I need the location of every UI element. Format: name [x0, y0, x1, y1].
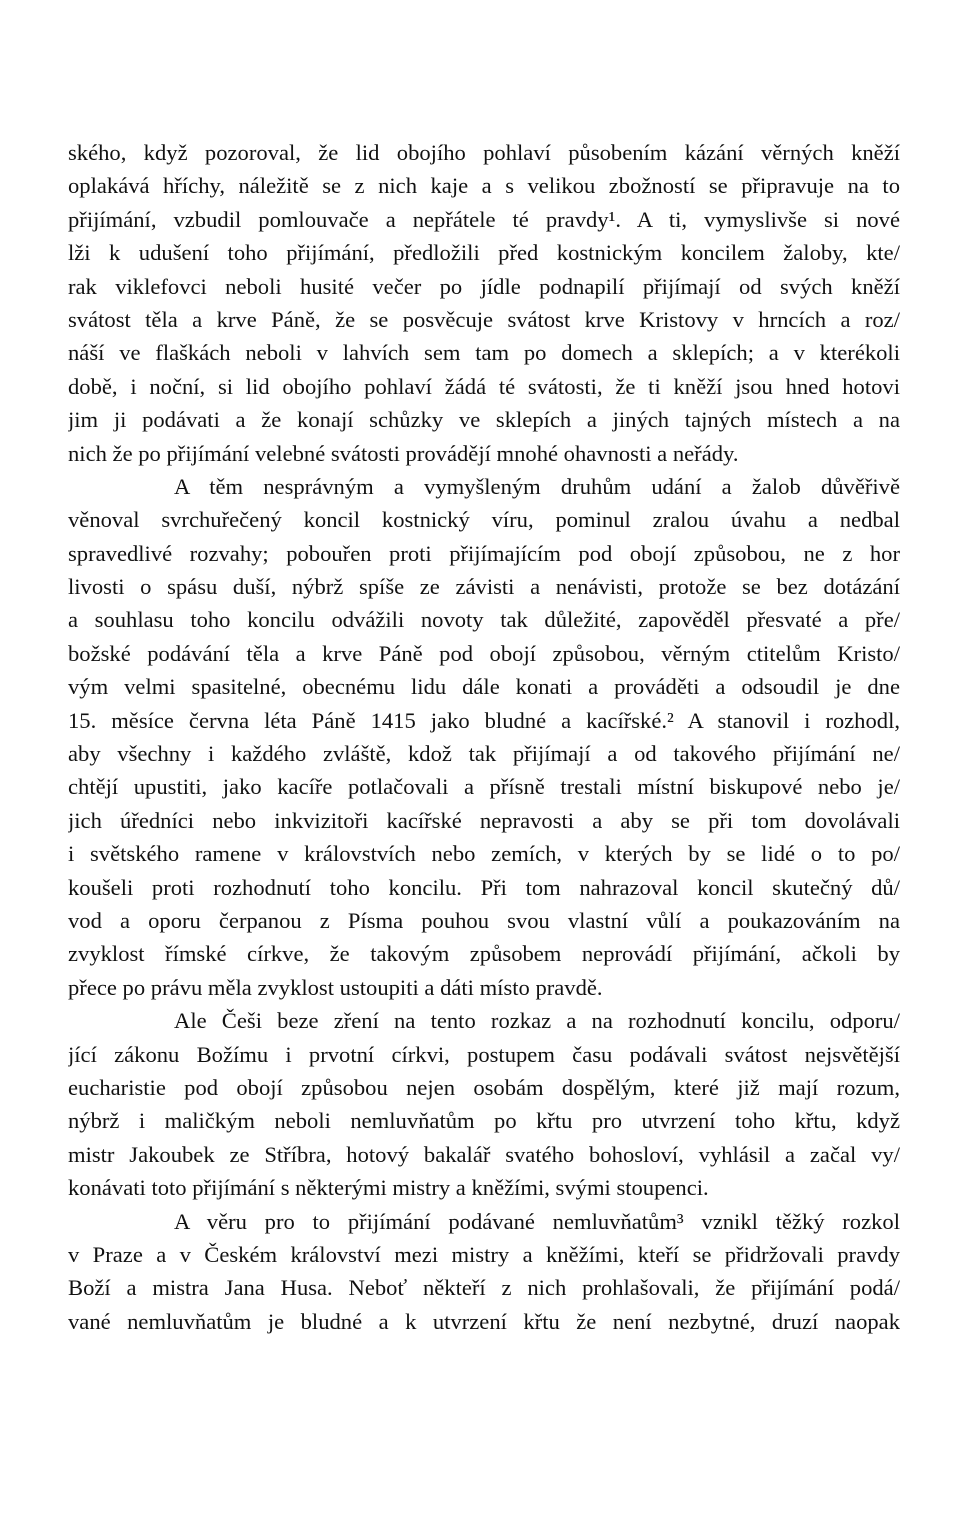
- text-line: vod a oporu čerpanou z Písma pouhou svou vlastní vůlí a poukazováním na: [68, 907, 900, 933]
- text-line: i světského ramene v královstvích nebo zemích, v kterých by se lidé o to po/: [68, 841, 900, 867]
- text-line: A těm nesprávným a vymyšleným druhům udání a žalob důvěřivě: [174, 473, 900, 499]
- text-line: mistr Jakoubek ze Stříbra, hotový bakalář svatého bohosloví, vyhlásil a začal vy/: [68, 1141, 900, 1167]
- text-line: spravedlivé rozvahy; pobouřen proti přijímajícím pod obojí způsobou, ne z hor: [68, 540, 900, 566]
- text-line: jich úředníci nebo inkvizitoři kacířské nepravosti a aby se při tom dovolávali: [68, 807, 900, 833]
- text-line: aby všechny i každého zvláště, kdož tak přijímají a od takového přijímání ne/: [68, 741, 900, 767]
- text-line: nýbrž i maličkým neboli nemluvňatům po křtu pro utvrzení toho křtu, když: [68, 1108, 900, 1134]
- text-line: lži k udušení toho přijímání, předložili před kostnickým koncilem žaloby, kte/: [68, 240, 900, 266]
- document-page: [68, 136, 900, 1338]
- text-line: konávati toto přijímání s některými mistry a kněžími, svými stoupenci.: [68, 1175, 709, 1201]
- text-line: Ale Češi beze zření na tento rozkaz a na rozhodnutí koncilu, odporu/: [174, 1008, 900, 1034]
- text-line: koušeli proti rozhodnutí toho koncilu. Při tom nahrazoval koncil skutečný dů/: [68, 874, 900, 900]
- paragraph: [68, 136, 900, 470]
- paragraph: [68, 1205, 900, 1339]
- text-line: a souhlasu toho koncilu odvážili novoty tak důležité, zapověděl přesvaté a pře/: [68, 607, 900, 633]
- text-line: svátost těla a krve Páně, že se posvěcuje svátost krve Kristovy v hrncích a roz/: [68, 306, 900, 332]
- text-line: Boží a mistra Jana Husa. Neboť někteří z nich prohlašovali, že přijímání podá/: [68, 1275, 900, 1301]
- text-line: eucharistie pod obojí způsobou nejen osobám dospělým, které již mají rozum,: [68, 1074, 900, 1100]
- text-line: chtějí upustiti, jako kacíře potlačovali a přísně trestali místní biskupové nebo je/: [68, 774, 900, 800]
- text-line: věnoval svrchuřečený koncil kostnický víru, pominul zralou úvahu a nedbal: [68, 507, 900, 533]
- text-line: nich že po přijímání velebné svátosti provádějí mnohé ohavnosti a neřády.: [68, 440, 739, 466]
- text-line: době, i noční, si lid obojího pohlaví žádá té svátosti, že ti kněží jsou hned hotovi: [68, 373, 900, 399]
- text-line: livosti o spásu duší, nýbrž spíše ze závisti a nenávisti, protože se bez dotázání: [68, 574, 900, 600]
- text-line: v Praze a v Českém království mezi mistry a kněžími, kteří se přidržovali pravdy: [68, 1241, 900, 1267]
- text-line: ského, když pozoroval, že lid obojího pohlaví působením kázání věrných kněží: [68, 140, 900, 165]
- text-line: přece po právu měla zvyklost ustoupiti a dáti místo pravdě.: [68, 974, 603, 1000]
- text-line: 15. měsíce června léta Páně 1415 jako bludné a kacířské.² A stanovil i rozhodl,: [68, 707, 900, 733]
- paragraph: [68, 1004, 900, 1204]
- text-line: jící zákonu Božímu i prvotní církvi, postupem času podávali svátost nejsvětější: [68, 1041, 900, 1067]
- text-line: vým velmi spasitelné, obecnému lidu dále konati a prováděti a odsoudil je dne: [68, 674, 900, 700]
- text-line: rak viklefovci neboli husité večer po jídle podnapilí přijímají od svých kněží: [68, 273, 900, 299]
- text-line: A věru pro to přijímání podávané nemluvňatům³ vznikl těžký rozkol: [174, 1208, 900, 1234]
- text-line: jim ji podávati a že konají schůzky ve sklepích a jiných tajných místech a na: [68, 407, 900, 433]
- text-line: božské podávání těla a krve Páně pod obojí způsobou, věrným ctitelům Kristo/: [68, 640, 900, 666]
- text-line: vané nemluvňatům je bludné a k utvrzení křtu že není nezbytné, druzí naopak: [68, 1308, 900, 1334]
- text-line: náší ve flaškách neboli v lahvích sem tam po domech a sklepích; a v kterékoli: [68, 340, 900, 366]
- text-line: zvyklost římské církve, že takovým způsobem neprovádí přijímání, ačkoli by: [68, 941, 900, 967]
- text-line: přijímání, vzbudil pomlouvače a nepřátele té pravdy¹. A ti, vymyslivše si nové: [68, 206, 900, 232]
- paragraph: [68, 470, 900, 1004]
- text-line: oplakává hříchy, náležitě se z nich kaje a s velikou zbožností se připravuje na to: [68, 173, 900, 199]
